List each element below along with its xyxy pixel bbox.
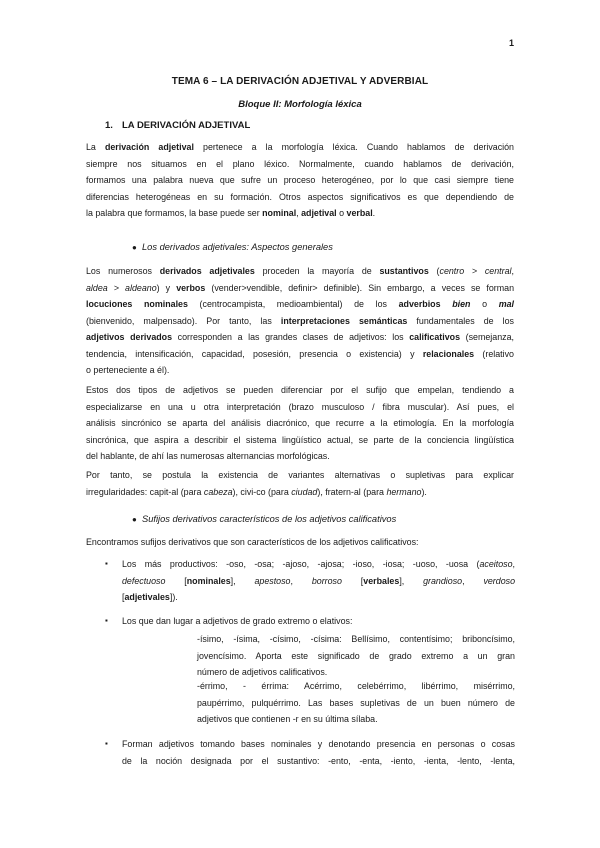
text-line: aldea > aldeano) y verbos (vender>vendible, definir> definible). Sin embargo, a veces se forman	[86, 282, 515, 293]
list-item	[105, 556, 516, 606]
text-line: número de adjetivos calificativos.	[197, 667, 328, 677]
list-item	[105, 736, 515, 769]
text-line: [adjetivales]).	[122, 592, 178, 602]
text-line: sincrónica, que aspira a describir el sistema lingüístico actual, se parte de la conciencia lingüística	[86, 434, 514, 445]
text-line: Los que dan lugar a adjetivos de grado extremo o elativos:	[122, 616, 353, 626]
text-line: análisis sincrónico se aparta del análisis diacrónico, que recurre a la etimología. En la morfología	[86, 418, 514, 428]
document-title: TEMA 6 – LA DERIVACIÓN ADJETIVAL Y ADVERBIAL	[171, 76, 429, 87]
text-line: irregularidades: capit-al (para cabeza), civi-co (para ciudad), fratern-al (para hermano).	[86, 486, 427, 497]
text-line: diferencias heterogéneas en su formación. Otros aspectos significativos es que dependiendo de	[86, 191, 514, 202]
page-number: 1	[508, 38, 514, 48]
text-line: Estos dos tipos de adjetivos se pueden diferenciar por el sufijo que empelan, tendiendo a	[86, 385, 514, 395]
text-line: Encontramos sufijos derivativos que son característicos de los adjetivos calificativos:	[86, 537, 419, 547]
text-line: paupérrimo, pulquérrimo. Las bases supletivas de un buen número de	[197, 697, 515, 708]
text-line: defectuoso [nominales], apestoso, borroso [verbales], grandioso, verdoso	[122, 575, 516, 586]
sub-item	[197, 678, 515, 728]
text-line: Forman adjetivos tomando bases nominales y denotando presencia en personas o cosas	[122, 739, 515, 749]
square-bullet-icon: ▪	[105, 739, 108, 748]
text-line: formamos una palabra nueva que sufre un proceso heterogéneo, por lo que casi siempre tiene	[86, 175, 514, 185]
text-line: (bienvenido, malpensado). Por tanto, las interpretaciones semánticas fundamentales de los	[86, 315, 514, 326]
document-subtitle: Bloque II: Morfología léxica	[238, 99, 362, 110]
section-number: 1.	[105, 120, 113, 131]
text-line: o perteneciente a él).	[86, 365, 170, 375]
text-line: locuciones nominales (centrocampista, medioambiental) de los adverbios bien o mal	[86, 299, 514, 309]
text-line: -érrimo, - érrima: Acérrimo, celebérrimo, libérrimo, misérrimo,	[197, 681, 515, 691]
text-line: adjetivos que contienen -r en su última sílaba.	[197, 714, 378, 724]
square-bullet-icon: ▪	[105, 616, 108, 625]
text-line: jovencísimo. Aporta este significado de grado extremo a un gran	[197, 650, 515, 661]
intro-paragraph	[86, 139, 514, 222]
text-line: adjetivos derivados corresponden a las grandes clases de adjetivos: los calificativos (semejanza,	[86, 332, 514, 342]
bullet-heading: ● Sufijos derivativos característicos de los adjetivos calificativos	[132, 514, 397, 524]
text-line: tendencia, intensificación, capacidad, posesión, presencia o existencia) y relacionales (relativo	[86, 348, 514, 359]
text-line: Los numerosos derivados adjetivales proceden la mayoría de sustantivos (centro > central,	[86, 266, 514, 276]
bullet-icon: ●	[132, 515, 137, 524]
text-line: del hablante, de ahí las numerosas alternancias morfológicas.	[86, 451, 330, 461]
text-line: -ísimo, -ísima, -císimo, -císima: Bellísimo, contentísimo; briboncísimo,	[197, 634, 515, 644]
text-line: siempre nos situamos en el plano léxico. Normalmente, cuando hablamos de derivación,	[86, 158, 514, 169]
text-line: Por tanto, se postula la existencia de variantes alternativas o supletivas para explicar	[86, 470, 514, 480]
bullet-icon: ●	[132, 243, 137, 252]
list-item	[105, 613, 515, 630]
square-bullet-icon: ▪	[105, 559, 108, 568]
sub-item	[197, 631, 515, 681]
bullet-heading: ● Los derivados adjetivales: Aspectos generales	[132, 242, 333, 252]
paragraph-variantes	[86, 467, 514, 500]
text-line: La derivación adjetival pertenece a la morfología léxica. Cuando hablamos de derivación	[86, 142, 514, 152]
text-line: Los más productivos: -oso, -osa; -ajoso, -ajosa; -ioso, -iosa; -uoso, -uosa (aceitoso,	[122, 559, 515, 569]
text-line: especializarse en una u otra interpretación (brazo musculoso / fibra muscular). Así pues, el	[86, 401, 514, 412]
paragraph-sufijos	[86, 534, 514, 551]
text-line: de la noción designada por el sustantivo: -ento, -enta, -iento, -ienta, -lento, -lenta,	[122, 755, 515, 766]
section-heading	[105, 120, 250, 131]
section-title: LA DERIVACIÓN ADJETIVAL	[122, 120, 251, 131]
text-line: la palabra que formamos, la base puede ser nominal, adjetival o verbal.	[86, 208, 376, 218]
paragraph-derivados	[86, 263, 514, 379]
paragraph-analisis	[86, 382, 514, 465]
